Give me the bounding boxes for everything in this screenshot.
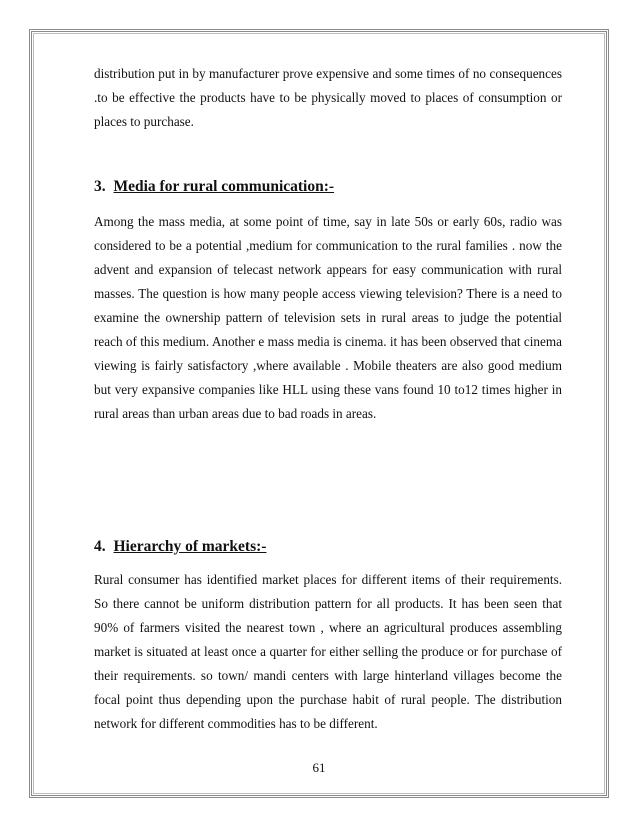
section-3-paragraph: Among the mass media, at some point of time, say in late 50s or early 60s, radio was considered to be a potential ,medium for communication to the rural families . now the advent and expansion of telecast network appears for easy communication with rural masses. The question is how many people access viewing television? There is a need to examine the ownership pattern of television sets in rural areas to judge the potential reach of this medium. Another e mass media is cinema. it has been observed that cinema viewing is fairly satisfactory ,where available . Mobile theaters are also good medium but very expansive companies like HLL using these vans found 10 to12 times higher in rural areas than urban areas due to bad roads in areas.	[94, 214, 562, 421]
intro-paragraph: distribution put in by manufacturer prove expensive and some times of no consequences .to be effective the products have to be physically moved to places of consumption or places to purchase.	[94, 66, 562, 129]
section-4-title: Hierarchy of markets:-	[113, 538, 267, 555]
section-4-number: 4.	[94, 538, 106, 555]
page-number: 61	[312, 760, 326, 775]
page-content	[94, 62, 562, 736]
section-3-heading	[94, 176, 562, 198]
section-3-title: Media for rural communication:-	[113, 178, 335, 195]
section-4-paragraph: Rural consumer has identified market places for different items of their requirements. So there cannot be uniform distribution pattern for all products. It has been seen that 90% of farmers visited the nearest town , where an agricultural produces assembling market is situated at least once a quarter for either selling the produce or for purchase of their requirements. so town/ mandi centers with large hinterland villages become the focal point thus depending upon the purchase habit of rural people. The distribution network for different commodities has to be different.	[94, 572, 562, 731]
section-4-heading	[94, 536, 562, 558]
section-3-number: 3.	[94, 178, 106, 195]
